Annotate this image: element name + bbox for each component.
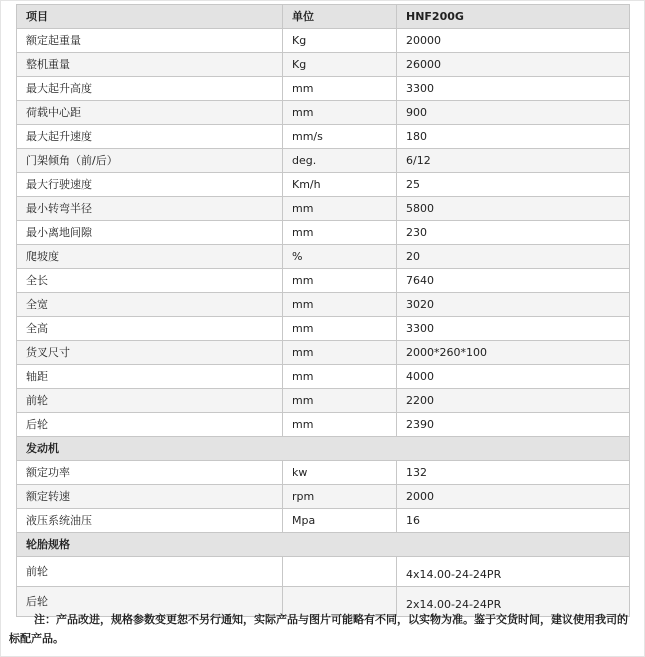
value-cell: 20000 [397, 29, 630, 53]
unit-cell [283, 557, 397, 587]
param-name-cell: 爬坡度 [17, 245, 283, 269]
value-cell: 2200 [397, 389, 630, 413]
param-name-cell: 最大起升高度 [17, 77, 283, 101]
table-row [17, 509, 630, 533]
table-row [17, 389, 630, 413]
value-cell: 132 [397, 461, 630, 485]
param-name-cell: 后轮 [17, 413, 283, 437]
table-row [17, 293, 630, 317]
value-cell: 900 [397, 101, 630, 125]
spec-table [16, 4, 630, 617]
unit-cell: mm [283, 221, 397, 245]
unit-cell: Kg [283, 29, 397, 53]
unit-cell: mm/s [283, 125, 397, 149]
unit-cell: % [283, 245, 397, 269]
value-cell: 2000 [397, 485, 630, 509]
unit-cell: deg. [283, 149, 397, 173]
param-name-cell: 整机重量 [17, 53, 283, 77]
table-row [17, 341, 630, 365]
value-cell: 20 [397, 245, 630, 269]
table-row [17, 317, 630, 341]
table-row [17, 461, 630, 485]
table-row [17, 485, 630, 509]
param-name-cell: 货叉尺寸 [17, 341, 283, 365]
value-cell: 6/12 [397, 149, 630, 173]
unit-cell: mm [283, 389, 397, 413]
header-item: 项目 [17, 5, 283, 29]
value-cell: 3020 [397, 293, 630, 317]
value-cell: 26000 [397, 53, 630, 77]
unit-cell: mm [283, 269, 397, 293]
value-cell: 3300 [397, 77, 630, 101]
value-cell: 7640 [397, 269, 630, 293]
table-row [17, 101, 630, 125]
unit-cell: mm [283, 341, 397, 365]
param-name-cell: 荷载中心距 [17, 101, 283, 125]
table-row [17, 173, 630, 197]
param-name-cell: 后轮 [17, 587, 283, 617]
spec-table-body [17, 5, 630, 617]
unit-cell: mm [283, 317, 397, 341]
table-row [17, 197, 630, 221]
header-model: HNF200G [397, 5, 630, 29]
param-name-cell: 额定转速 [17, 485, 283, 509]
value-cell: 4000 [397, 365, 630, 389]
unit-cell: mm [283, 365, 397, 389]
unit-cell: mm [283, 413, 397, 437]
param-name-cell: 全高 [17, 317, 283, 341]
param-name-cell: 最大行驶速度 [17, 173, 283, 197]
param-name-cell: 前轮 [17, 389, 283, 413]
header-unit: 单位 [283, 5, 397, 29]
table-row [17, 245, 630, 269]
table-header-row [17, 5, 630, 29]
unit-cell: mm [283, 293, 397, 317]
unit-cell: rpm [283, 485, 397, 509]
param-name-cell: 全长 [17, 269, 283, 293]
footnote: 注：产品改进，规格参数变更恕不另行通知，实际产品与图片可能略有不同，以实物为准。鉴于交货时间，建议使用我司的标配产品。 [9, 613, 628, 645]
value-cell: 2390 [397, 413, 630, 437]
unit-cell: kw [283, 461, 397, 485]
table-row [17, 125, 630, 149]
table-row [17, 413, 630, 437]
unit-cell: Kg [283, 53, 397, 77]
unit-cell: Km/h [283, 173, 397, 197]
param-name-cell: 额定起重量 [17, 29, 283, 53]
unit-cell: Mpa [283, 509, 397, 533]
value-cell: 4x14.00-24-24PR [397, 557, 630, 587]
param-name-cell: 全宽 [17, 293, 283, 317]
table-row [17, 365, 630, 389]
value-cell: 5800 [397, 197, 630, 221]
value-cell: 180 [397, 125, 630, 149]
section-tyre [17, 533, 630, 557]
section-tyre-title: 轮胎规格 [17, 533, 630, 557]
section-engine [17, 437, 630, 461]
param-name-cell: 轴距 [17, 365, 283, 389]
unit-cell: mm [283, 77, 397, 101]
param-name-cell: 最小离地间隙 [17, 221, 283, 245]
param-name-cell: 最小转弯半径 [17, 197, 283, 221]
param-name-cell: 液压系统油压 [17, 509, 283, 533]
table-row [17, 77, 630, 101]
value-cell: 16 [397, 509, 630, 533]
value-cell: 3300 [397, 317, 630, 341]
table-row [17, 149, 630, 173]
param-name-cell: 门架倾角（前/后） [17, 149, 283, 173]
table-row [17, 557, 630, 587]
param-name-cell: 额定功率 [17, 461, 283, 485]
unit-cell: mm [283, 101, 397, 125]
table-row [17, 29, 630, 53]
value-cell: 25 [397, 173, 630, 197]
param-name-cell: 最大起升速度 [17, 125, 283, 149]
value-cell: 2x14.00-24-24PR [397, 587, 630, 617]
value-cell: 2000*260*100 [397, 341, 630, 365]
table-row [17, 269, 630, 293]
param-name-cell: 前轮 [17, 557, 283, 587]
table-row [17, 53, 630, 77]
table-row [17, 221, 630, 245]
unit-cell: mm [283, 197, 397, 221]
value-cell: 230 [397, 221, 630, 245]
section-engine-title: 发动机 [17, 437, 630, 461]
